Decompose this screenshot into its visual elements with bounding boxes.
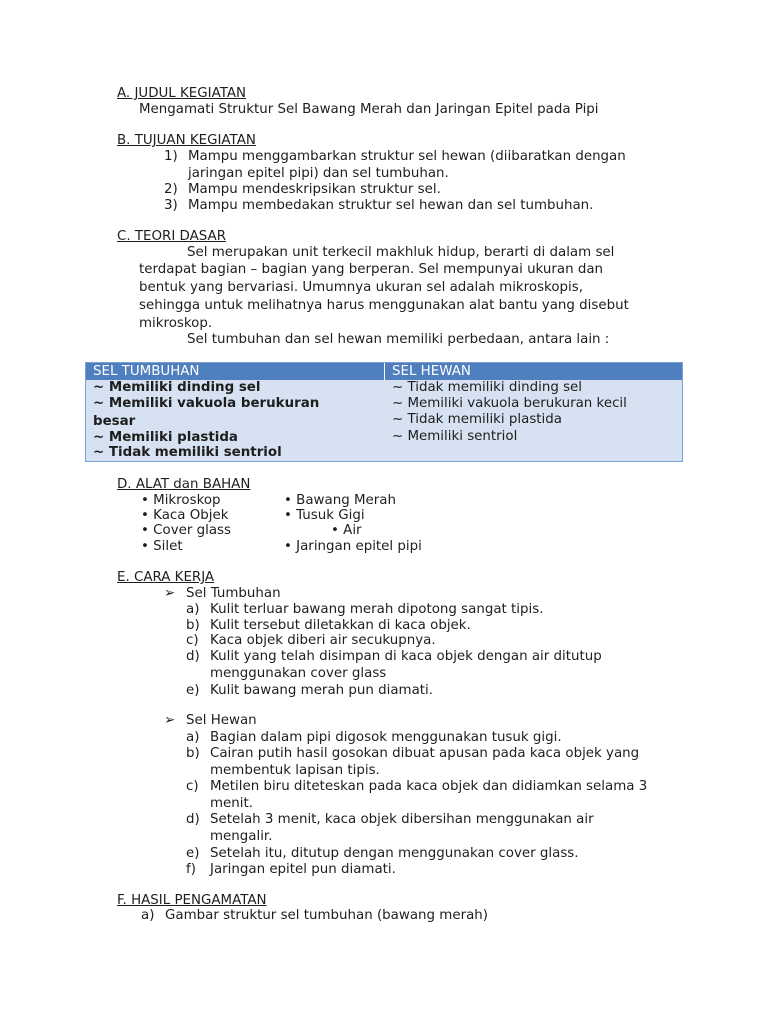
procedure-animal-title xyxy=(164,713,257,729)
animal-cell-line: ~ Tidak memiliki plastida xyxy=(392,412,562,427)
objective-number: 2) xyxy=(164,182,178,197)
objective-item xyxy=(164,198,593,214)
step-text: Kulit tersebut diletakkan di kaca objek. xyxy=(210,618,471,633)
tool-item: • Silet xyxy=(141,539,183,554)
procedure-step xyxy=(186,846,579,862)
procedure-animal-label: Sel Hewan xyxy=(186,713,257,728)
step-letter: b) xyxy=(186,746,200,761)
step-letter: e) xyxy=(186,683,200,698)
theory-paragraph-line: terdapat bagian – bagian yang berperan. Sel mempunyai ukuran dan xyxy=(139,262,604,277)
step-letter: d) xyxy=(186,812,200,827)
step-text: Setelah 3 menit, kaca objek dibersihan menggunakan air xyxy=(210,812,594,827)
section-a-heading: A. JUDUL KEGIATAN xyxy=(117,86,247,101)
section-f-heading: F. HASIL PENGAMATAN xyxy=(117,893,267,908)
step-letter: a) xyxy=(186,602,200,617)
section-e-heading: E. CARA KERJA xyxy=(117,570,215,585)
tool-item: • Cover glass xyxy=(141,523,232,538)
arrow-bullet-icon: ➢ xyxy=(164,586,176,601)
step-letter: c) xyxy=(186,633,199,648)
procedure-step xyxy=(186,862,396,878)
theory-paragraph-line: Sel merupakan unit terkecil makhluk hidup, berarti di dalam sel xyxy=(187,245,615,260)
step-letter: f) xyxy=(186,862,196,877)
procedure-step xyxy=(186,730,562,746)
objective-number: 1) xyxy=(164,149,178,164)
procedure-step xyxy=(186,812,594,828)
objective-item xyxy=(164,182,441,198)
plant-cell-line: ~ Memiliki plastida xyxy=(93,430,238,445)
comparison-table xyxy=(85,362,683,462)
material-item: • Jaringan epitel pipi xyxy=(284,539,422,554)
theory-paragraph-2: Sel tumbuhan dan sel hewan memiliki perbedaan, antara lain : xyxy=(187,332,610,347)
step-text: Kulit yang telah disimpan di kaca objek dengan air ditutup xyxy=(210,649,602,664)
procedure-step xyxy=(186,633,436,649)
procedure-step xyxy=(186,683,433,699)
tool-item: • Kaca Objek xyxy=(141,508,229,523)
section-a-title: Mengamati Struktur Sel Bawang Merah dan Jaringan Epitel pada Pipi xyxy=(139,102,599,117)
procedure-step xyxy=(186,649,602,665)
plant-cell-line: ~ Memiliki vakuola berukuran xyxy=(93,396,320,411)
step-text-continued: menit. xyxy=(210,796,253,811)
animal-cell-line: ~ Memiliki vakuola berukuran kecil xyxy=(392,396,627,411)
objective-text: Mampu menggambarkan struktur sel hewan (diibaratkan dengan xyxy=(188,149,626,164)
objective-text: Mampu mendeskripsikan struktur sel. xyxy=(188,182,441,197)
result-item xyxy=(141,908,488,924)
material-item: • Tusuk Gigi xyxy=(284,508,365,523)
step-text: Bagian dalam pipi digosok menggunakan tusuk gigi. xyxy=(210,730,562,745)
animal-cell-line: ~ Tidak memiliki dinding sel xyxy=(392,380,583,395)
objective-item xyxy=(164,149,626,165)
tool-item: • Mikroskop xyxy=(141,493,221,508)
objective-number: 3) xyxy=(164,198,178,213)
step-text: Metilen biru diteteskan pada kaca objek dan didiamkan selama 3 xyxy=(210,779,648,794)
theory-paragraph-line: sehingga untuk melihatnya harus menggunakan alat bantu yang disebut xyxy=(139,298,629,313)
step-text: Kulit bawang merah pun diamati. xyxy=(210,683,434,698)
plant-cell-line: besar xyxy=(93,414,136,429)
step-text-continued: menggunakan cover glass xyxy=(210,666,387,681)
material-item: • Bawang Merah xyxy=(284,493,396,508)
section-c-heading: C. TEORI DASAR xyxy=(117,229,227,244)
section-b-heading: B. TUJUAN KEGIATAN xyxy=(117,133,256,148)
step-letter: b) xyxy=(186,618,200,633)
step-text: Kulit terluar bawang merah dipotong sangat tipis. xyxy=(210,602,544,617)
theory-paragraph-line: mikroskop. xyxy=(139,316,213,331)
procedure-step xyxy=(186,779,647,795)
step-letter: a) xyxy=(186,730,200,745)
table-header-divider xyxy=(384,363,385,380)
step-letter: e) xyxy=(186,846,200,861)
procedure-plant-label: Sel Tumbuhan xyxy=(186,586,281,601)
step-text-continued: mengalir. xyxy=(210,829,273,844)
animal-cell-line: ~ Memiliki sentriol xyxy=(392,429,518,444)
objective-text-continued: jaringan epitel pipi) dan sel tumbuhan. xyxy=(188,166,449,181)
table-header-animal: SEL HEWAN xyxy=(392,364,471,379)
procedure-step xyxy=(186,602,543,618)
step-letter: d) xyxy=(186,649,200,664)
plant-cell-line: ~ Tidak memiliki sentriol xyxy=(93,445,282,460)
objective-text: Mampu membedakan struktur sel hewan dan sel tumbuhan. xyxy=(188,198,594,213)
procedure-step xyxy=(186,618,471,634)
material-item: • Air xyxy=(331,523,362,538)
step-text: Setelah itu, ditutup dengan menggunakan cover glass. xyxy=(210,846,579,861)
procedure-step xyxy=(186,746,639,762)
step-text-continued: membentuk lapisan tipis. xyxy=(210,763,380,778)
plant-cell-line: ~ Memiliki dinding sel xyxy=(93,380,261,395)
step-letter: c) xyxy=(186,779,199,794)
step-text: Cairan putih hasil gosokan dibuat apusan pada kaca objek yang xyxy=(210,746,640,761)
result-letter: a) xyxy=(141,908,155,923)
section-d-heading: D. ALAT dan BAHAN xyxy=(117,477,251,492)
table-header-plant: SEL TUMBUHAN xyxy=(93,364,200,379)
theory-paragraph-line: bentuk yang bervariasi. Umumnya ukuran sel adalah mikroskopis, xyxy=(139,280,583,295)
result-text: Gambar struktur sel tumbuhan (bawang merah) xyxy=(165,908,488,923)
procedure-plant-title xyxy=(164,586,281,602)
step-text: Jaringan epitel pun diamati. xyxy=(210,862,396,877)
arrow-bullet-icon: ➢ xyxy=(164,713,176,728)
step-text: Kaca objek diberi air secukupnya. xyxy=(210,633,436,648)
